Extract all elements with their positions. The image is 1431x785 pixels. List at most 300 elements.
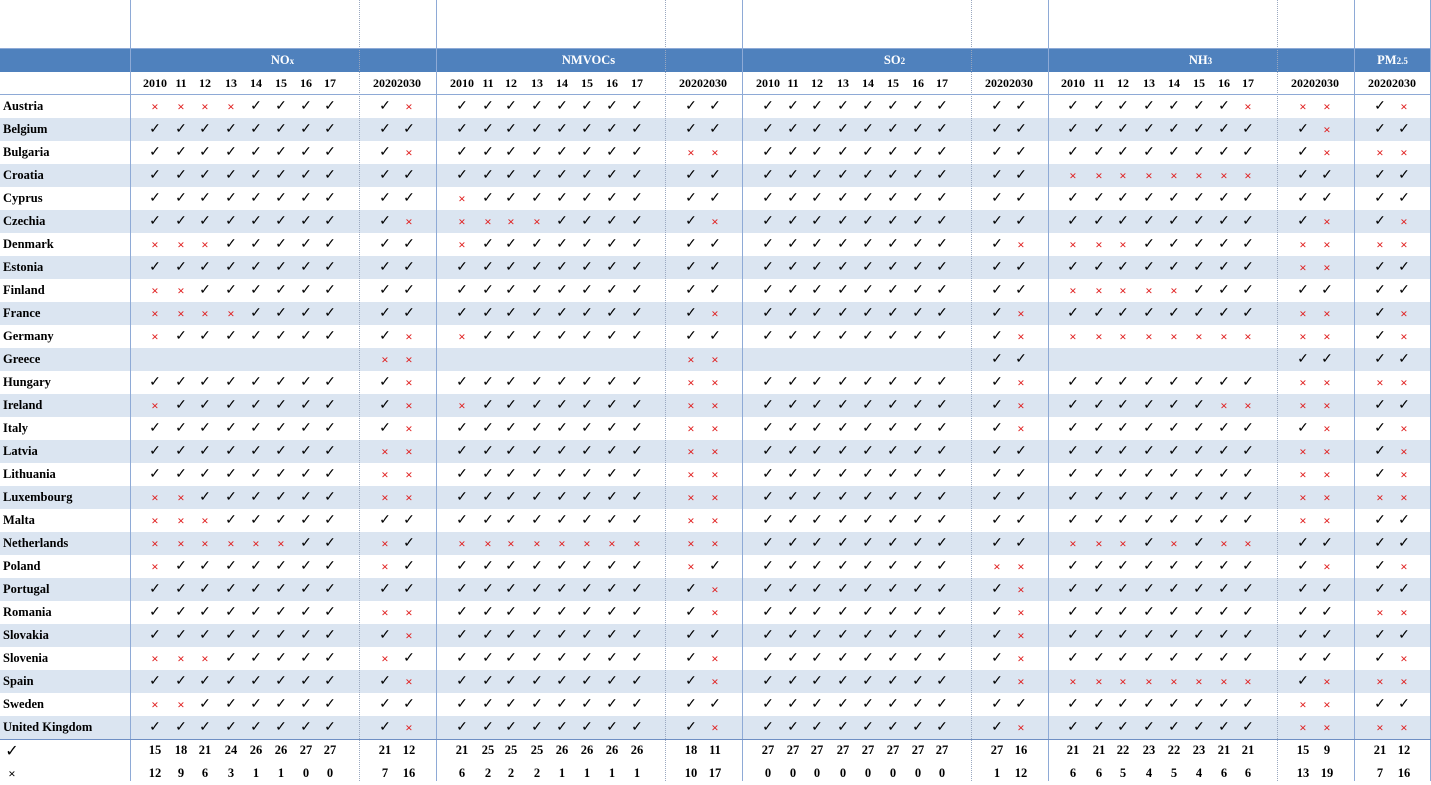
legend-cross-icon: × [8, 765, 16, 781]
check-mark: ✓ [1117, 720, 1129, 735]
check-mark: ✓ [175, 582, 187, 597]
cross-mark: × [1145, 282, 1153, 298]
check-mark: ✓ [862, 283, 874, 298]
wm-year-label: 2030 [1392, 76, 1416, 90]
cross-mark: × [1170, 535, 1178, 551]
check-mark: ✓ [991, 490, 1003, 505]
cross-mark: × [1244, 167, 1252, 183]
check-mark: ✓ [936, 651, 948, 666]
check-mark: ✓ [531, 674, 543, 689]
check-mark: ✓ [912, 421, 924, 436]
check-mark: ✓ [1168, 99, 1180, 114]
check-mark: ✓ [837, 145, 849, 160]
check-mark: ✓ [175, 168, 187, 183]
country-name: Lithuania [3, 467, 56, 481]
check-mark: ✓ [787, 99, 799, 114]
year-label: 17 [1242, 76, 1254, 90]
check-mark: ✓ [379, 375, 391, 390]
cross-mark: × [1323, 719, 1331, 735]
check-mark: ✓ [936, 237, 948, 252]
cross-mark: × [687, 535, 695, 551]
check-mark: ✓ [936, 605, 948, 620]
check-mark: ✓ [250, 168, 262, 183]
check-mark: ✓ [862, 536, 874, 551]
cross-mark: × [711, 673, 719, 689]
check-mark: ✓ [936, 306, 948, 321]
check-mark: ✓ [482, 674, 494, 689]
cross-mark: × [1299, 397, 1307, 413]
cross-mark: × [277, 535, 285, 551]
cross-mark: × [1220, 328, 1228, 344]
wm-divider [1277, 0, 1278, 781]
check-mark: ✓ [275, 260, 287, 275]
check-mark: ✓ [379, 329, 391, 344]
check-mark: ✓ [936, 283, 948, 298]
cross-mark: × [1119, 282, 1127, 298]
cross-mark: × [1119, 236, 1127, 252]
cross-mark: × [1376, 144, 1384, 160]
check-mark: ✓ [1218, 260, 1230, 275]
check-mark: ✓ [887, 605, 899, 620]
check-mark: ✓ [837, 260, 849, 275]
cross-mark: × [151, 397, 159, 413]
check-mark: ✓ [811, 605, 823, 620]
check-mark: ✓ [912, 674, 924, 689]
check-mark: ✓ [403, 260, 415, 275]
check-mark: ✓ [1067, 605, 1079, 620]
cross-mark: × [533, 535, 541, 551]
check-mark: ✓ [787, 421, 799, 436]
check-mark: ✓ [862, 191, 874, 206]
check-mark: ✓ [762, 191, 774, 206]
cross-mark: × [458, 535, 466, 551]
cross-mark: × [687, 374, 695, 390]
check-mark: ✓ [531, 237, 543, 252]
country-name: Czechia [3, 214, 46, 228]
check-mark: ✓ [991, 513, 1003, 528]
check-mark: ✓ [556, 559, 568, 574]
check-mark: ✓ [482, 306, 494, 321]
check-mark: ✓ [556, 605, 568, 620]
count-value: 6 [458, 766, 466, 780]
check-mark: ✓ [456, 145, 468, 160]
check-mark: ✓ [709, 191, 721, 206]
check-mark: ✓ [300, 490, 312, 505]
count-value: 26 [249, 743, 263, 757]
cross-mark: × [1145, 328, 1153, 344]
check-mark: ✓ [505, 260, 517, 275]
check-mark: ✓ [685, 697, 697, 712]
check-mark: ✓ [709, 283, 721, 298]
check-mark: ✓ [1374, 260, 1386, 275]
country-name: Bulgaria [3, 145, 50, 159]
check-mark: ✓ [1168, 421, 1180, 436]
check-mark: ✓ [324, 283, 336, 298]
check-mark: ✓ [581, 306, 593, 321]
check-mark: ✓ [1117, 513, 1129, 528]
cross-mark: × [533, 213, 541, 229]
check-mark: ✓ [1242, 214, 1254, 229]
reported-emissions-header [436, 0, 665, 48]
check-mark: ✓ [1321, 651, 1333, 666]
cross-mark: × [711, 535, 719, 551]
check-mark: ✓ [912, 628, 924, 643]
count-value: 1 [993, 766, 1001, 780]
check-mark: ✓ [1321, 168, 1333, 183]
check-mark: ✓ [482, 628, 494, 643]
check-mark: ✓ [837, 329, 849, 344]
cross-mark: × [1323, 259, 1331, 275]
year-label: 12 [1117, 76, 1129, 90]
year-label: 17 [631, 76, 643, 90]
check-mark: ✓ [1093, 145, 1105, 160]
pollutant-name: SO [883, 53, 901, 67]
check-mark: ✓ [762, 674, 774, 689]
check-mark: ✓ [862, 559, 874, 574]
check-mark: ✓ [709, 559, 721, 574]
country-name: Spain [3, 674, 34, 688]
cross-mark: × [381, 558, 389, 574]
cross-mark: × [1220, 397, 1228, 413]
check-mark: ✓ [531, 444, 543, 459]
check-mark: ✓ [250, 490, 262, 505]
count-value: 9 [177, 766, 185, 780]
check-mark: ✓ [199, 720, 211, 735]
cross-mark: × [1323, 443, 1331, 459]
check-mark: ✓ [787, 559, 799, 574]
check-mark: ✓ [936, 513, 948, 528]
check-mark: ✓ [631, 191, 643, 206]
check-mark: ✓ [300, 99, 312, 114]
check-mark: ✓ [1143, 559, 1155, 574]
check-mark: ✓ [581, 559, 593, 574]
cross-mark: × [177, 489, 185, 505]
check-mark: ✓ [1093, 651, 1105, 666]
check-mark: ✓ [991, 582, 1003, 597]
cross-mark: × [1244, 397, 1252, 413]
check-mark: ✓ [505, 674, 517, 689]
check-mark: ✓ [1143, 191, 1155, 206]
check-mark: ✓ [482, 605, 494, 620]
year-label: 14 [1168, 76, 1180, 90]
check-mark: ✓ [606, 605, 618, 620]
check-mark: ✓ [403, 536, 415, 551]
country-name: Finland [3, 283, 45, 297]
check-mark: ✓ [837, 674, 849, 689]
wm-projection-header [971, 0, 1047, 48]
count-value: 26 [580, 743, 594, 757]
check-mark: ✓ [811, 490, 823, 505]
check-mark: ✓ [225, 490, 237, 505]
check-mark: ✓ [324, 674, 336, 689]
check-mark: ✓ [787, 145, 799, 160]
year-label: 14 [862, 76, 874, 90]
check-mark: ✓ [1374, 467, 1386, 482]
check-mark: ✓ [275, 145, 287, 160]
check-mark: ✓ [324, 260, 336, 275]
count-value: 21 [378, 743, 392, 757]
pollutant-name: NMVOCs [561, 53, 616, 67]
check-mark: ✓ [887, 237, 899, 252]
check-mark: ✓ [1117, 605, 1129, 620]
count-value: 26 [605, 743, 619, 757]
cross-mark: × [1299, 466, 1307, 482]
check-mark: ✓ [606, 421, 618, 436]
check-mark: ✓ [1093, 605, 1105, 620]
year-label: 15 [581, 76, 593, 90]
check-mark: ✓ [1193, 582, 1205, 597]
cross-mark: × [711, 512, 719, 528]
cross-mark: × [405, 466, 413, 482]
cross-mark: × [1400, 98, 1408, 114]
check-mark: ✓ [581, 467, 593, 482]
check-mark: ✓ [685, 605, 697, 620]
year-label: 2010 [756, 76, 780, 90]
cross-mark: × [201, 305, 209, 321]
check-mark: ✓ [1193, 444, 1205, 459]
check-mark: ✓ [531, 651, 543, 666]
cross-mark: × [458, 397, 466, 413]
count-value: 10 [684, 766, 698, 780]
check-mark: ✓ [225, 513, 237, 528]
pollutant-header [436, 49, 741, 72]
check-mark: ✓ [837, 559, 849, 574]
check-mark: ✓ [837, 306, 849, 321]
count-value: 7 [381, 766, 389, 780]
check-mark: ✓ [482, 421, 494, 436]
check-mark: ✓ [324, 375, 336, 390]
check-mark: ✓ [787, 444, 799, 459]
check-mark: ✓ [1321, 605, 1333, 620]
check-mark: ✓ [606, 191, 618, 206]
check-mark: ✓ [581, 513, 593, 528]
check-mark: ✓ [787, 513, 799, 528]
check-mark: ✓ [379, 99, 391, 114]
check-mark: ✓ [837, 99, 849, 114]
cross-mark: × [151, 98, 159, 114]
check-mark: ✓ [606, 122, 618, 137]
wm-projection-header [1277, 0, 1353, 48]
check-mark: ✓ [403, 651, 415, 666]
check-mark: ✓ [581, 697, 593, 712]
pollutant-name: PM [1377, 53, 1397, 67]
cross-mark: × [1195, 673, 1203, 689]
cross-mark: × [711, 397, 719, 413]
count-value: 27 [323, 743, 337, 757]
check-mark: ✓ [709, 260, 721, 275]
year-label: 16 [1218, 76, 1230, 90]
check-mark: ✓ [1168, 628, 1180, 643]
check-mark: ✓ [556, 99, 568, 114]
check-mark: ✓ [606, 582, 618, 597]
cross-mark: × [227, 535, 235, 551]
check-mark: ✓ [1143, 306, 1155, 321]
check-mark: ✓ [275, 421, 287, 436]
count-value: 21 [1373, 743, 1387, 757]
count-value: 12 [1397, 743, 1411, 757]
count-value: 26 [630, 743, 644, 757]
check-mark: ✓ [581, 237, 593, 252]
check-mark: ✓ [482, 99, 494, 114]
cross-mark: × [1069, 535, 1077, 551]
cross-mark: × [1400, 328, 1408, 344]
check-mark: ✓ [199, 283, 211, 298]
check-mark: ✓ [1297, 168, 1309, 183]
check-mark: ✓ [1297, 674, 1309, 689]
check-mark: ✓ [300, 651, 312, 666]
check-mark: ✓ [912, 122, 924, 137]
check-mark: ✓ [225, 628, 237, 643]
year-label: 13 [531, 76, 543, 90]
check-mark: ✓ [403, 168, 415, 183]
check-mark: ✓ [1143, 628, 1155, 643]
check-mark: ✓ [1374, 513, 1386, 528]
cross-mark: × [458, 328, 466, 344]
check-mark: ✓ [936, 122, 948, 137]
check-mark: ✓ [787, 605, 799, 620]
check-mark: ✓ [149, 260, 161, 275]
check-mark: ✓ [581, 421, 593, 436]
check-mark: ✓ [811, 582, 823, 597]
check-mark: ✓ [1218, 191, 1230, 206]
check-mark: ✓ [862, 421, 874, 436]
check-mark: ✓ [887, 145, 899, 160]
count-value: 5 [1119, 766, 1127, 780]
check-mark: ✓ [762, 283, 774, 298]
check-mark: ✓ [275, 122, 287, 137]
cross-mark: × [711, 650, 719, 666]
check-mark: ✓ [482, 444, 494, 459]
check-mark: ✓ [811, 674, 823, 689]
check-mark: ✓ [787, 651, 799, 666]
cross-mark: × [1244, 328, 1252, 344]
check-mark: ✓ [685, 651, 697, 666]
check-mark: ✓ [505, 145, 517, 160]
check-mark: ✓ [811, 651, 823, 666]
check-mark: ✓ [199, 582, 211, 597]
pollutant-header [1048, 49, 1353, 72]
count-value: 6 [1069, 766, 1077, 780]
check-mark: ✓ [1218, 720, 1230, 735]
check-mark: ✓ [1242, 122, 1254, 137]
check-mark: ✓ [300, 191, 312, 206]
cross-mark: × [1323, 98, 1331, 114]
check-mark: ✓ [482, 168, 494, 183]
check-mark: ✓ [991, 306, 1003, 321]
check-mark: ✓ [606, 329, 618, 344]
member-state-header [0, 49, 130, 72]
check-mark: ✓ [1193, 490, 1205, 505]
check-mark: ✓ [199, 467, 211, 482]
check-mark: ✓ [1015, 536, 1027, 551]
check-mark: ✓ [225, 191, 237, 206]
check-mark: ✓ [762, 697, 774, 712]
check-mark: ✓ [862, 168, 874, 183]
check-mark: ✓ [456, 582, 468, 597]
cross-mark: × [1119, 328, 1127, 344]
check-mark: ✓ [762, 214, 774, 229]
check-mark: ✓ [1143, 697, 1155, 712]
check-mark: ✓ [709, 122, 721, 137]
check-mark: ✓ [456, 674, 468, 689]
check-mark: ✓ [887, 582, 899, 597]
check-mark: ✓ [991, 168, 1003, 183]
check-mark: ✓ [606, 444, 618, 459]
cross-mark: × [993, 558, 1001, 574]
check-mark: ✓ [379, 283, 391, 298]
cross-mark: × [405, 213, 413, 229]
cross-mark: × [1220, 673, 1228, 689]
cross-mark: × [1400, 673, 1408, 689]
check-mark: ✓ [1093, 421, 1105, 436]
count-value: 0 [864, 766, 872, 780]
check-mark: ✓ [811, 559, 823, 574]
check-mark: ✓ [762, 145, 774, 160]
check-mark: ✓ [1168, 122, 1180, 137]
check-mark: ✓ [1242, 720, 1254, 735]
cross-mark: × [1299, 259, 1307, 275]
check-mark: ✓ [581, 490, 593, 505]
check-mark: ✓ [936, 191, 948, 206]
check-mark: ✓ [175, 628, 187, 643]
cross-mark: × [405, 719, 413, 735]
check-mark: ✓ [1321, 191, 1333, 206]
cross-mark: × [1170, 167, 1178, 183]
country-name: Cyprus [3, 191, 43, 205]
cross-mark: × [151, 696, 159, 712]
cross-mark: × [1017, 328, 1025, 344]
check-mark: ✓ [912, 375, 924, 390]
check-mark: ✓ [685, 628, 697, 643]
check-mark: ✓ [811, 237, 823, 252]
check-mark: ✓ [762, 651, 774, 666]
check-mark: ✓ [149, 605, 161, 620]
check-mark: ✓ [456, 375, 468, 390]
check-mark: ✓ [787, 582, 799, 597]
check-mark: ✓ [225, 237, 237, 252]
check-mark: ✓ [225, 605, 237, 620]
check-mark: ✓ [762, 444, 774, 459]
check-mark: ✓ [787, 191, 799, 206]
country-name: United Kingdom [3, 720, 93, 734]
cross-mark: × [1400, 443, 1408, 459]
check-mark: ✓ [1015, 191, 1027, 206]
check-mark: ✓ [1218, 697, 1230, 712]
check-mark: ✓ [275, 697, 287, 712]
check-mark: ✓ [837, 697, 849, 712]
wm-projection-header [1354, 0, 1431, 48]
check-mark: ✓ [250, 283, 262, 298]
check-mark: ✓ [811, 306, 823, 321]
check-mark: ✓ [631, 398, 643, 413]
check-mark: ✓ [887, 99, 899, 114]
check-mark: ✓ [1218, 628, 1230, 643]
count-value: 0 [889, 766, 897, 780]
cross-mark: × [1299, 512, 1307, 528]
cross-mark: × [1299, 719, 1307, 735]
check-mark: ✓ [324, 191, 336, 206]
check-mark: ✓ [887, 191, 899, 206]
check-mark: ✓ [581, 720, 593, 735]
group-divider [436, 0, 437, 781]
check-mark: ✓ [505, 306, 517, 321]
wm-divider [665, 0, 666, 781]
cross-mark: × [1170, 282, 1178, 298]
year-label: 13 [1143, 76, 1155, 90]
check-mark: ✓ [1093, 697, 1105, 712]
check-mark: ✓ [762, 398, 774, 413]
check-mark: ✓ [991, 352, 1003, 367]
